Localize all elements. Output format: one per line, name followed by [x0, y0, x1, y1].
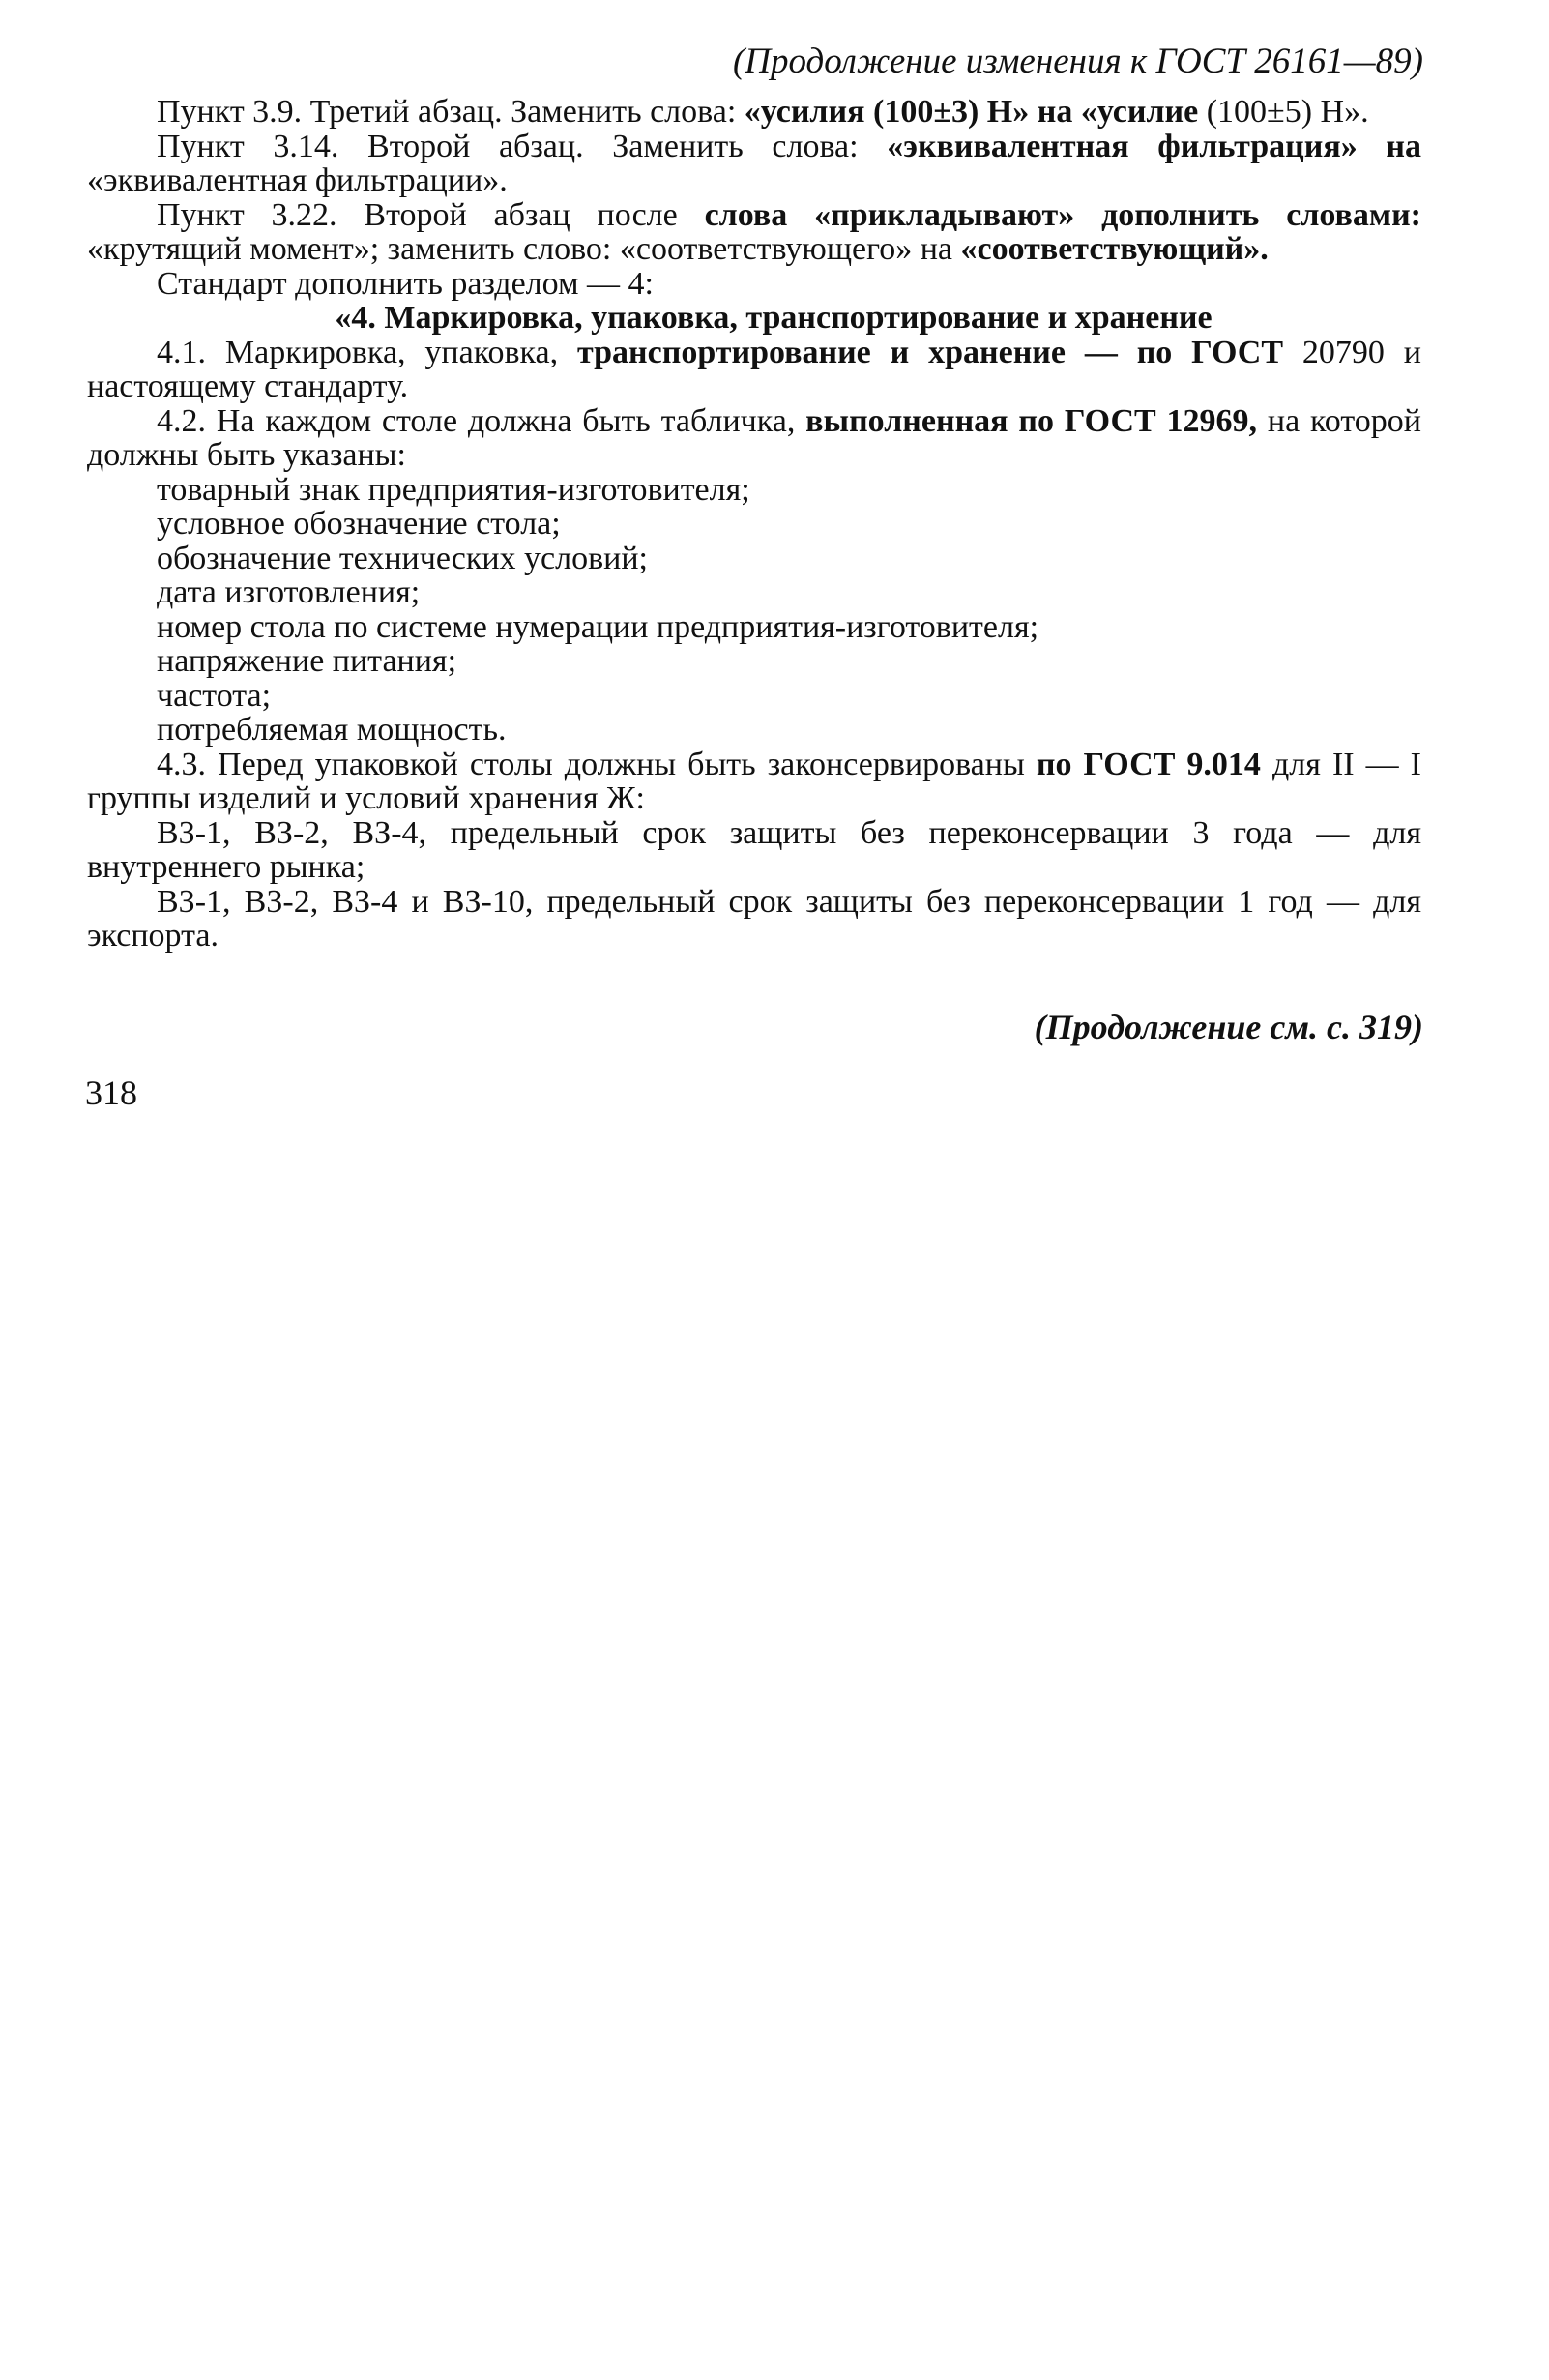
paragraph-4-1	[87, 336, 1421, 404]
paragraph-clause-3-14	[87, 130, 1421, 198]
paragraph-4-3-domestic: ВЗ-1, ВЗ-2, ВЗ-4, предельный срок защиты без переконсервации 3 года — для внутреннего рынка;	[87, 814, 1421, 885]
list-item: условное обозначение стола;	[157, 506, 561, 542]
clause-3-22-bold: слова «прикладывают» дополнить словами:	[704, 196, 1421, 233]
list-item: номер стола по системе нумерации предприятия-изготовителя;	[157, 608, 1039, 645]
paragraph-4-3	[87, 748, 1421, 816]
clause-3-9-end: (100±5) Н».	[1198, 94, 1369, 130]
clause-3-14-text: Пункт 3.14. Второй абзац. Заменить слова:	[157, 128, 888, 164]
clause-4-1-end: 20790 и настоящему стандарту.	[87, 334, 1421, 404]
clause-4-2-bold: выполненная по ГОСТ 12969,	[805, 402, 1258, 439]
clause-3-22-text: Пункт 3.22. Второй абзац после	[157, 196, 705, 233]
continuation-note: (Продолжение см. с. 319)	[1034, 1008, 1423, 1046]
clause-3-14-bold: «эквивалентная фильтрация» на	[887, 128, 1421, 164]
clause-3-22-middle: «крутящий момент»; заменить слово: «соответствующего» на	[87, 231, 961, 267]
paragraph-clause-3-9	[87, 95, 1421, 130]
clause-3-9-bold: «усилия (100±3) Н» на «усилие	[744, 94, 1199, 130]
paragraph-4-2	[87, 404, 1421, 473]
running-header: (Продолжение изменения к ГОСТ 26161—89)	[732, 42, 1423, 81]
list-item: частота;	[157, 677, 272, 714]
list-item: дата изготовления;	[157, 574, 421, 610]
page-number: 318	[85, 1073, 137, 1112]
standard-addition-line: Стандарт дополнить разделом — 4:	[157, 265, 654, 302]
clause-4-2-end: на которой должны быть указаны:	[87, 402, 1421, 473]
clause-4-2-text: 4.2. На каждом столе должна быть табличка,	[157, 402, 806, 439]
list-item: потребляемая мощность.	[157, 712, 507, 748]
clause-3-9-text: Пункт 3.9. Третий абзац. Заменить слова:	[157, 94, 745, 130]
clause-4-3-end: для II — I группы изделий и условий хранения Ж:	[87, 746, 1422, 816]
clause-4-1-bold: транспортирование и хранение — по ГОСТ	[577, 334, 1284, 370]
clause-4-3-text: 4.3. Перед упаковкой столы должны быть законсервированы	[157, 746, 1037, 782]
clause-3-14-end: «эквивалентная фильтрации».	[87, 162, 508, 198]
amendment-text	[87, 95, 1421, 954]
list-item: товарный знак предприятия-изготовителя;	[157, 471, 750, 508]
list-item: напряжение питания;	[157, 643, 457, 679]
clause-3-22-bold-end: «соответствующий».	[960, 231, 1269, 267]
clause-4-3-bold: по ГОСТ 9.014	[1036, 746, 1261, 782]
paragraph-4-3-export: ВЗ-1, ВЗ-2, ВЗ-4 и ВЗ-10, предельный срок защиты без переконсервации 1 год — для экспорта.	[87, 883, 1421, 954]
list-item: обозначение технических условий;	[157, 540, 649, 576]
section-4-title: «4. Маркировка, упаковка, транспортирование и хранение	[335, 300, 1213, 336]
clause-4-1-text: 4.1. Маркировка, упаковка,	[157, 334, 578, 370]
paragraph-clause-3-22	[87, 198, 1421, 267]
